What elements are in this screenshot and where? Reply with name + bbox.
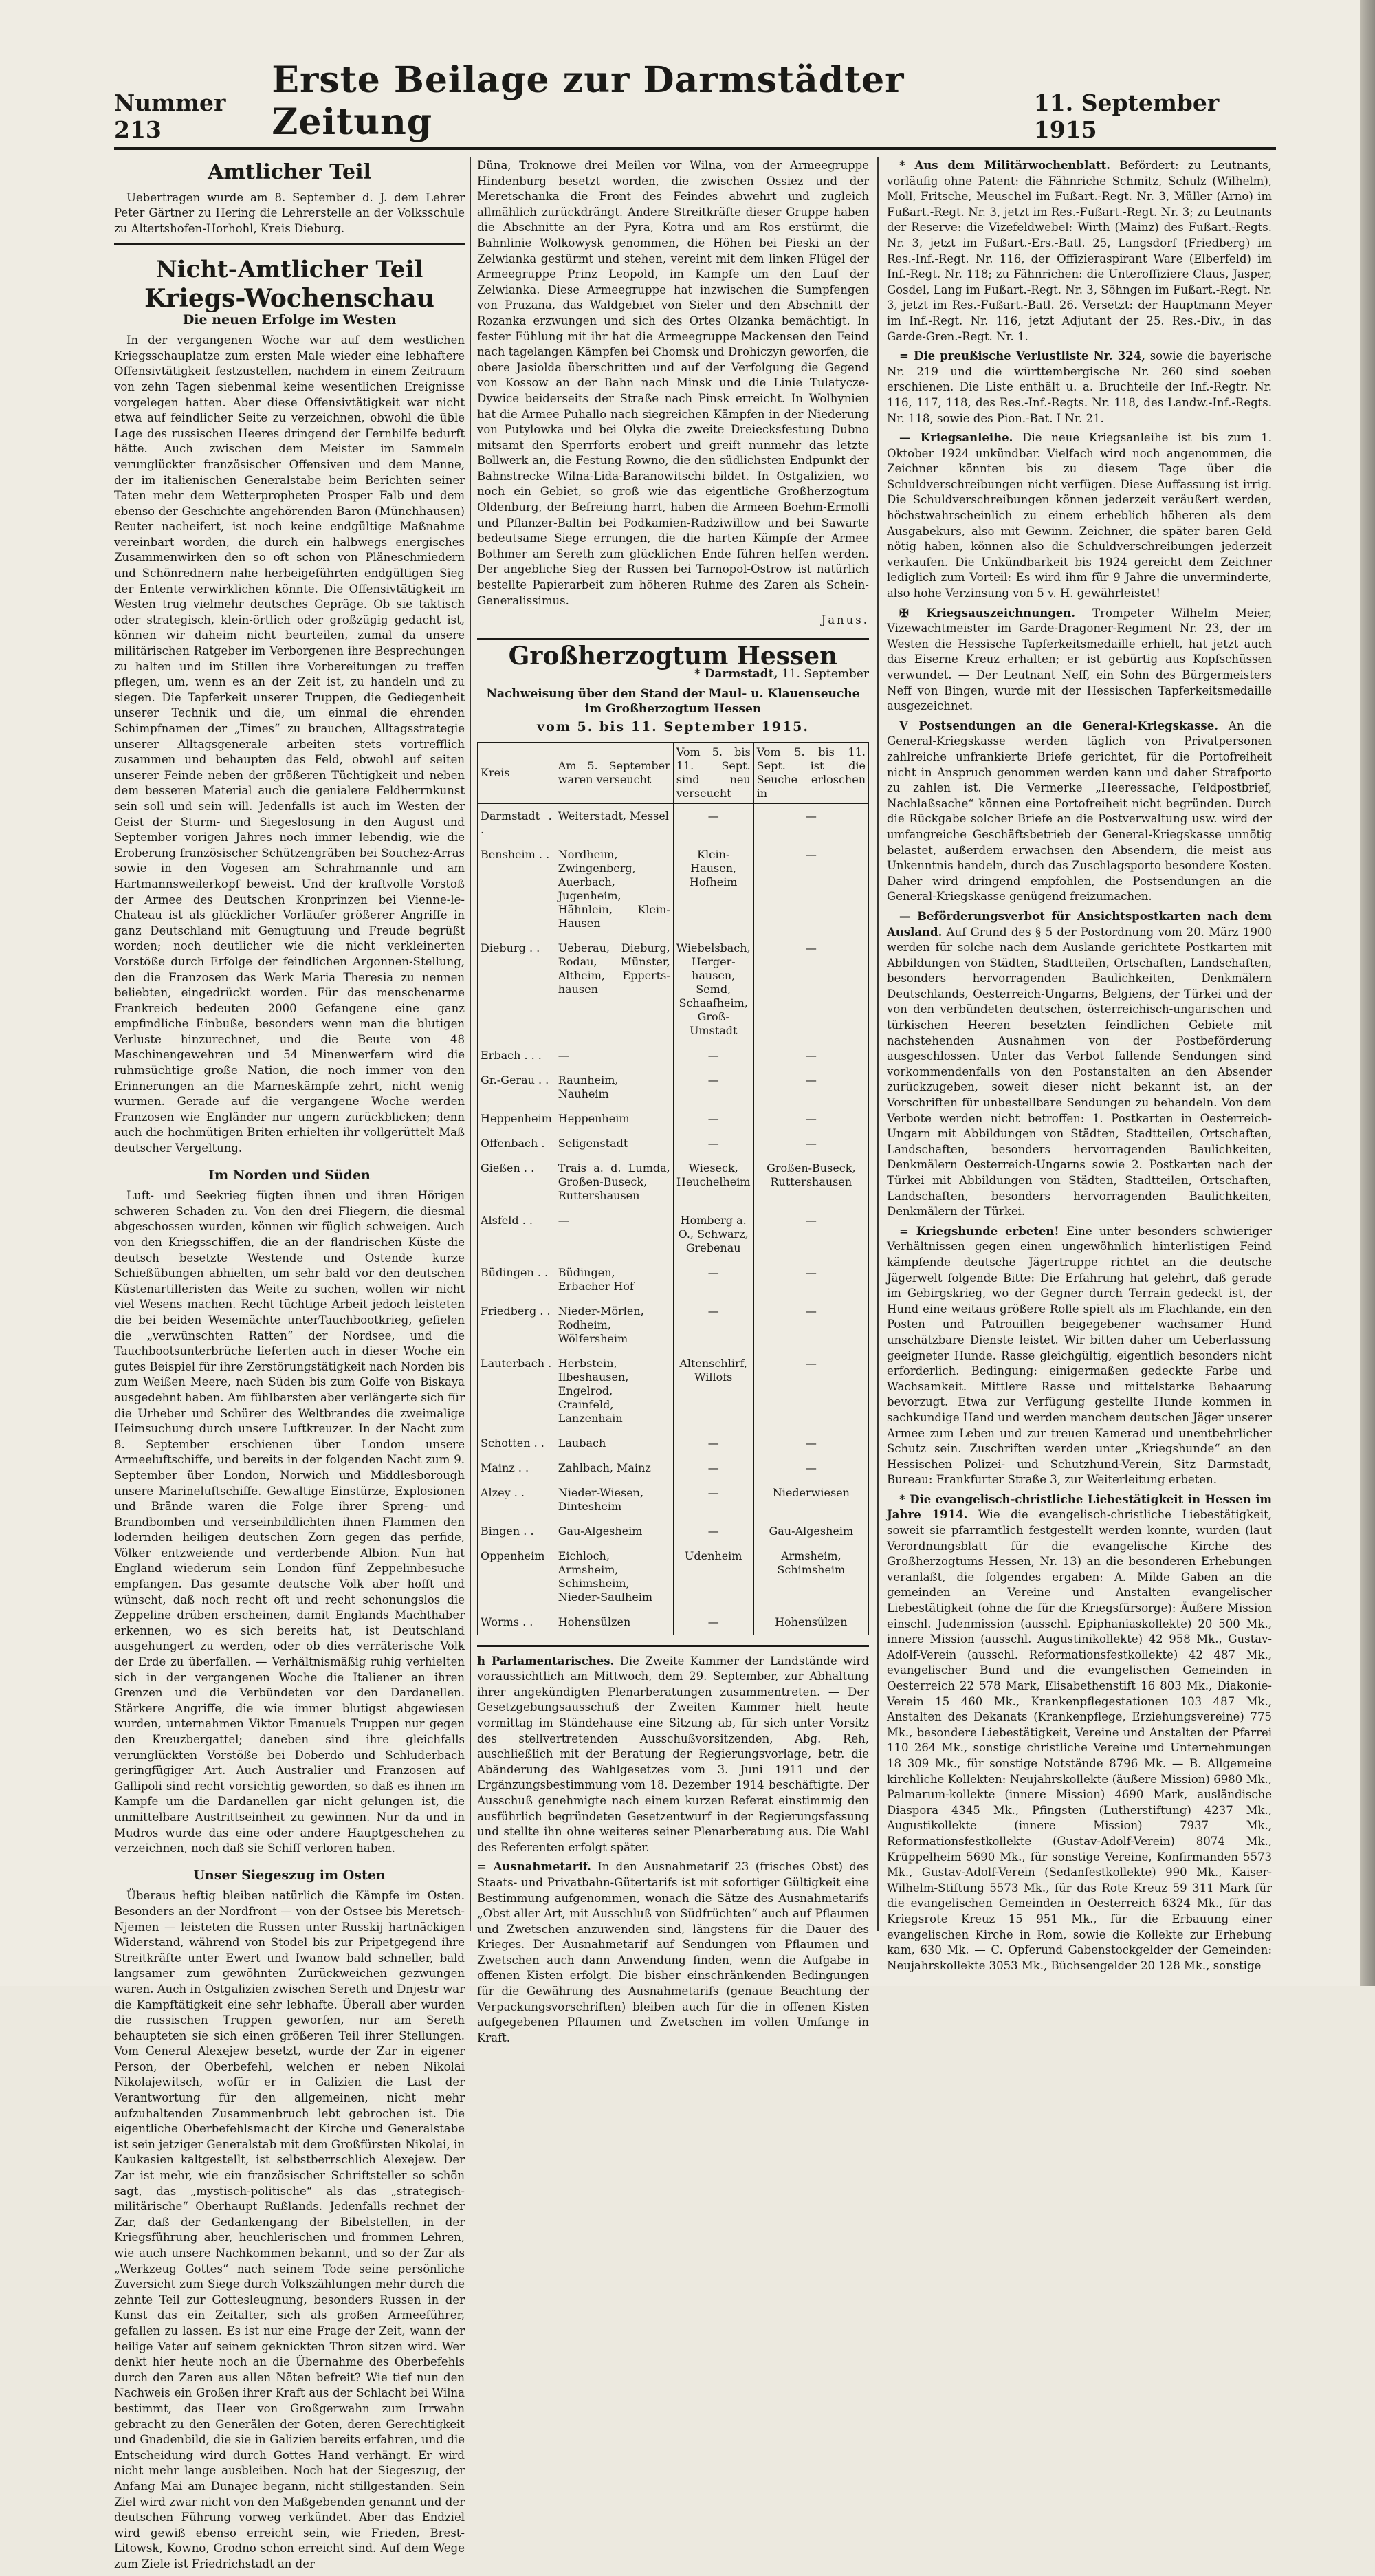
table-header-cell: Vom 5. bis 11. Sept. ist die Seuche erloschen in [754,742,868,803]
table-cell: — [673,1068,754,1106]
table-cell: Hohensülzen [754,1610,868,1635]
dateline-place: * Darmstadt, [694,667,778,681]
article-signature: Janus. [821,613,869,627]
post-text: An die General-Kriegskasse werden täglich von Privatpersonen zahlreiche unfrankierte Briefe gerichtet, für die Portofreiheit nicht in Anspruch genommen werden kann und daher Strafporto zu zahlen ist. Die Vermerke „Heeressache, Feldpostbrief, Nachlaßsache“ können eine Portofreiheit nicht begründen. Durch die Rückgabe solcher Briefe an die Postverwaltung usw. wird der umfangreiche Geschäftsbetrieb der General-Kriegskasse unnötig belastet, außerdem erwachsen den Absendern, die meist aus Unkenntnis handeln, durch das Zuschlagsporto besondere Kosten. Daher wird dringend empfohlen, die Postsendungen an die General-Kriegskasse genügend freizumachen. [887,719,1272,904]
table-cell: Armsheim, Schimsheim [754,1544,868,1610]
table-row [478,1544,869,1610]
table-row [478,1519,869,1544]
article-paragraph: Düna, Troknowe drei Meilen vor Wilna, von der Armeegruppe Hindenburg besetzt worden, die zwischen Ossiez und der Meretschanka die Front des Feindes abwehrt und zugleich allmählich zurückdrängt. Andere Streitkräfte dieser Gruppe haben die Abschnitte an der Pyra, Kotra und am Ros erstürmt, die Bahnlinie Wolkowysk genommen, die Höhen bei Pieski an der Zelwianka gestürmt und stehen, vereint mit dem linken Flügel der Armeegruppe Prinz Leopold, im Kampfe um den Lauf der Zelwianka. Diese Armeegruppe hat inzwischen die Sumpfengen von Pruzana, das Waldgebiet von Sieler und den Abschnitt der Rozanka erzwungen und sich des Ortes Olzanka bemächtigt. In fester Fühlung mit ihr hat die Armeegruppe Mackensen den Feind nach tagelangen Kämpfen bei Chomsk und Drohiczyn geworfen, die obere Jasiolda überschritten und auf der Verfolgung die Gegend von Kossow an der Bahn nach Minsk und die Linie Tulatycze-Dywice beiderseits der Straße nach Pinsk erreicht. In Wolhynien hat die Armee Puhallo nach siegreichen Kämpfen in der Niederung von Putylowka und bei Olyka die zweite Dreiecksfestung Dubno mitsamt den Sperrforts erobert und greift nunmehr das letzte Bollwerk an, die Festung Rowno, die den südlichsten Endpunkt der Bahnstrecke Wilna-Lida-Baranowitschi bildet. In Ostgalizien, wo noch ein Gebiet, so groß wie das eigentliche Großherzogtum Oldenburg, der Befreiung harrt, haben die Armeen Boehm-Ermolli und Pflanzer-Baltin bei Podkamien-Radziwillow und bei Sawarte bedeutsame Siege errungen, die die harten Kämpfe der Armee Bothmer am Sereth zum glücklichen Ende führen helfen werden. Der angebliche Sieg der Russen bei Tarnopol-Ostrow ist natürlich bestellte Papierarbeit zum höheren Ruhme des Zaren als Schein-Generalissimus. [477,159,869,607]
liebes-label: * Die evangelisch-christliche Liebestätigkeit in Hessen im Jahre 1914. [887,1492,1272,1522]
verlust-text: sowie die bayerische Nr. 219 und die württembergische Nr. 260 sind soeben erschienen. Die Liste enthält u. a. Bruchteile der Inf.-Regtr. Nr. 116, 117, 118, des Res.-Inf.-Regts. Nr. 118, des Landw.-Inf.-Regts. Nr. 118, sowie des Pion.-Bat. I Nr. 21. [887,349,1272,425]
hunde-paragraph [887,1224,1272,1488]
table-cell: Altenschlirf, Willofs [673,1351,754,1431]
table-cell: — [673,1299,754,1351]
table-header-row [478,742,869,803]
table-cell: Nieder-Mörlen, Rodheim, Wölfersheim [555,1299,673,1351]
section-divider [477,638,869,640]
table-cell: Großen-Buseck, Ruttershausen [754,1156,868,1208]
section-heading-amtlich: Amtlicher Teil [208,160,371,184]
parlament-label: h Parlamentarisches. [477,1654,615,1668]
table-cell: Niederwiesen [754,1481,868,1519]
table-cell: — [754,1299,868,1351]
table-row [478,1481,869,1519]
table-cell: Mainz . . [478,1456,556,1481]
table-cell: Gau-Algesheim [754,1519,868,1544]
table-cell: Homberg a. O., Schwarz, Grebenau [673,1208,754,1260]
article-title-kriegswochenschau: Kriegs-Wochenschau [144,283,434,313]
table-dates: vom 5. bis 11. September 1915. [537,719,809,734]
table-cell: Herbstein, Ilbeshausen, Engelrod, Crainfeld, Lanzenhain [555,1351,673,1431]
table-row [478,1610,869,1635]
table-row [478,1068,869,1106]
table-cell: Büdingen, Erbacher Hof [555,1260,673,1299]
table-cell: Seligenstadt [555,1131,673,1156]
column-2 [477,158,869,2050]
column-divider-2 [877,157,879,1931]
table-cell: — [673,1456,754,1481]
table-header-cell: Am 5. September waren verseucht [555,742,673,803]
issue-date: 11. September 1915 [1033,89,1220,143]
section-divider [114,243,465,245]
table-header-cell: Vom 5. bis 11. Sept. sind neu verseucht [673,742,754,803]
ansicht-label: — Beförderungsverbot für Ansichtspostkarten nach dem Ausland. [887,909,1272,939]
table-cell: Oppenheim [478,1544,556,1610]
table-cell: Trais a. d. Lumda, Großen-Buseck, Ruttershausen [555,1156,673,1208]
table-cell: — [673,1610,754,1635]
table-cell: Alsfeld . . [478,1208,556,1260]
ausnahme-paragraph [477,1859,869,2046]
table-cell: Bensheim . . [478,842,556,936]
table-cell: Wieseck, Heuchelheim [673,1156,754,1208]
anleihe-label: — Kriegsanleihe. [899,431,1013,445]
section-heading-hessen: Großherzogtum Hessen [508,641,838,670]
table-cell: Udenheim [673,1544,754,1610]
section-divider [477,1645,869,1647]
table-body [478,803,869,1635]
newspaper-title: Erste Beilage zur Darmstädter Zeitung [272,59,905,143]
dateline-date: 11. September [781,667,869,681]
mil-paragraph [887,158,1272,345]
subheading-westen: Die neuen Erfolge im Westen [182,312,397,327]
subheading-osten: Unser Siegeszug im Osten [193,1867,386,1883]
table-cell: — [673,803,754,842]
hunde-label: = Kriegshunde erbeten! [899,1224,1059,1238]
issue-number: Nummer 213 [114,89,226,143]
anleihe-paragraph [887,430,1272,602]
subheading-norden: Im Norden und Süden [208,1167,371,1183]
table-cell: — [754,936,868,1043]
epidemic-table [477,742,869,1635]
table-row [478,1208,869,1260]
table-cell: Heppenheim [555,1106,673,1131]
table-cell: Bingen . . [478,1519,556,1544]
mil-label: * Aus dem Militärwochenblatt. [899,159,1111,172]
table-cell: — [754,1068,868,1106]
table-cell: Wiebelsbach, Herger-hausen, Semd, Schaafheim, Groß-Umstadt [673,936,754,1043]
article-paragraph: Überaus heftig bleiben natürlich die Kämpfe im Osten. Besonders an der Nordfront — von der Ostsee bis Meretsch-Njemen — leisteten die Russen unter Russkij hartnäckigen Widerstand, während von Stodel bis zur Pripetgegend ihre Streitkräfte unter Ewert und Iwanow bald schneller, bald langsamer zum gewöhnten Zurückweichen gezwungen waren. Auch in Ostgalizien zwischen Sereth und Dnjestr war die Kampftätigkeit eine sehr lebhafte. Überall aber wurden die russischen Truppen geworfen, nur am Sereth behaupteten sie sich einen größeren Teil ihrer Stellungen. Vom General Alexejew besetzt, wurde der Zar in eigener Person, der Oberbefehl, welchen er neben Nikolai Nikolajewitsch, wofür er in Galizien die Last der Verantwortung für den allgemeinen, nicht mehr aufzuhaltenden Zusammenbruch lebt gebrochen ist. Die eigentliche Oberbefehlsmacht der Kirche und Generalstabe ist sein jetziger Generalstab mit dem Großfürsten Nikolai, in Kaukasien kaltgestellt, ist selbstberrschlich Alexejew. Der Zar ist mehr, wie ein französischer Schriftsteller so schön sagt, das „mystisch-politische“ als das „strategisch-militärische“ Oberhaupt Rußlands. Jedenfalls rechnet der Zar, daß der Gedankengang der Bibelstellen, in der Kriegsführung aber, heuchlerischen und frommen Lehren, wie auch unsere Nachkommen bekannt, und so der Zar als „Werkzeug Gottes“ nach seinem Tode seine persönliche Zuversicht zum Siege durch Volkszählungen mehr durch die zehnte Teil zur Gottesleugnung, besonders Russen in der Kunst das ein Zeitalter, sich als großen Armeeführer, gefallen zu lassen. Es ist nur eine Frage der Zeit, wann der heilige Vater auf seinem geknickten Thron sitzen wird. Wer denkt hier heute noch an die Übernahme des Oberbefehls durch den Zaren aus allen Nöten befreit? Wie tief nun den Nachweis ein Großen ihrer Kraft aus der Schlacht bei Wilna bestimmt, das Heer von Großgerwahn zum Irrwahn gebracht zu den Generälen der Goten, deren Gerechtigkeit und Gnadenbild, die sie in Galizien bereits erfahren, und die Entscheidung wird durch Gottes Hand verhängt. Er wird nicht mehr lange ausbleiben. Noch hat der Siegeszug, der Anfang Mai am Dunajec begann, nicht stillgestanden. Sein Ziel wird zwar nicht von den Maßgebenden genannt und der deutschen Führung vorweg verkündet. Aber das Endziel wird gewiß ebenso erreicht sein, wie Frieden, Brest-Litowsk, Kowno, Grodno schon erreicht sind. Auf dem Wege zum Ziele ist Friedrichstadt an der [114,1889,465,2570]
verlust-paragraph [887,349,1272,426]
table-cell: Eichloch, Armsheim, Schimsheim, Nieder-Saulheim [555,1544,673,1610]
column-divider-1 [470,157,471,1931]
table-cell: — [754,1208,868,1260]
table-cell: — [673,1481,754,1519]
table-header-cell: Kreis [478,742,556,803]
table-row [478,1431,869,1456]
table-cell: — [754,1351,868,1431]
table-row [478,1299,869,1351]
auszeichnung-label: ✠ Kriegsauszeichnungen. [899,606,1075,620]
table-cell: — [754,1106,868,1131]
ansicht-paragraph [887,909,1272,1220]
table-cell: Zahlbach, Mainz [555,1456,673,1481]
table-cell: Darmstadt . . [478,803,556,842]
table-cell: — [555,1043,673,1068]
mil-text: Befördert: zu Leutnants, vorläufig ohne Patent: die Fähnriche Schmitz, Schulz (Wilhelm), Moll, Fritsche, Meuschel im Fußart.-Regt. Nr. 3, Müller (Arno) im Fußart.-Regt. Nr. 3, jetzt im Res.-Fußart.-Regt. Nr. 3; zu Leutnants der Reserve: die Vizefeldwebel: Wirth (Mainz) des Fußart.-Regts. Nr. 3, jetzt im Fußart.-Ers.-Batl. 25, Langsdorf (Friedberg) im Res.-Inf.-Regt. Nr. 116, der Offizieraspirant Ware (Elberfeld) im Inf.-Regt. Nr. 118; zu Fähnrichen: die Unteroffiziere Claus, Jasper, Gosdel, Lang im Fußart.-Regt. Nr. 3, Söhngen im Fußart.-Regt. Nr. 3, jetzt im Res.-Fußart.-Batl. 26. Versetzt: der Hauptmann Meyer im Inf.-Regt. Nr. 116, jetzt Adjutant der 25. Res.-Div., in das Garde-Gren.-Regt. Nr. 1. [887,159,1273,343]
table-cell: — [673,1043,754,1068]
liebes-paragraph [887,1492,1272,1974]
table-cell: Büdingen . . [478,1260,556,1299]
table-cell: Dieburg . . [478,936,556,1043]
table-cell: — [754,1456,868,1481]
table-cell: Heppenheim [478,1106,556,1131]
table-cell: — [673,1431,754,1456]
auszeichnung-paragraph [887,606,1272,714]
table-cell: — [754,1131,868,1156]
post-label: V Postsendungen an die General-Kriegskasse. [899,719,1218,732]
table-cell: — [673,1260,754,1299]
page-edge [1360,0,1375,1986]
table-cell: Lauterbach . [478,1351,556,1431]
liebes-text: Wie die evangelisch-christliche Liebestätigkeit, soweit sie pfarramtlich festgestellt werden konnte, wurden (laut Verordnungsblatt für die evangelische Kirche des Großherzogtums Hessen, Nr. 13) an die besonderen Erhebungen veranlaßt, die folgendes ergaben: A. Milde Gaben an die gemeinden an Vereine und Anstalten evangelischer Liebestätigkeit (ohne die für die Kriegsfürsorge): Äußere Mission einschl. Judenmission (ausschl. Epiphaniaskollekte) 20 500 Mk., innere Mission (ausschl. Augustinikollekte) 42 958 Mk., Gustav-Adolf-Verein (ausschl. Reformationsfestkollekte) 42 487 Mk., evangelischer Bund und die evangelischen Gemeinden in Oesterreich 22 578 Mark, Elisabethenstift 16 803 Mk., Diakonie-Verein 15 460 Mk., Krankenpflegestationen 103 487 Mk., Anstalten des Dekanats (Krankenpflege, Erziehungsvereine) 775 Mk., besondere Liebestätigkeit, Vereine und Anstalten der Pfarrei 110 264 Mk., sonstige christliche Vereine und Unternehmungen 18 309 Mk., für sonstige Notstände 8796 Mk. — B. Allgemeine kirchliche Kollekten: Neujahrskollekte (äußere Mission) 6980 Mk., Palmarum-kollekte (innere Mission) 4690 Mark, ausländische Diaspora 4345 Mk., Pfingsten (Lutherstiftung) 4237 Mk., Augustikollekte (innere Mission) 7937 Mk., Reformationsfestkollekte (Gustav-Adolf-Verein) 8074 Mk., Krüppelheim 5690 Mk., für sonstige Vereine, Konfirmanden 5573 Mk., Gustav-Adolf-Verein (Sedanfestkollekte) 990 Mk., Kaiser-Wilhelm-Stiftung 5573 Mk., für das Rote Kreuz 59 311 Mark für die evangelischen Gemeinden in Oesterreich 6324 Mk., für das Kriegsrote Kreuz 15 951 Mk., für die Erbauung einer evangelischen Kirche in Rom, sowie die Kollekte zur Erhebung kam, 630 Mk. — C. Opferund Gabenstockgelder der Gemeinden: Neujahrskollekte 3053 Mk., Büchsengelder 20 128 Mk., sonstige [887,1508,1272,1972]
table-row [478,803,869,842]
table-cell: Nieder-Wiesen, Dintesheim [555,1481,673,1519]
table-cell: Gießen . . [478,1156,556,1208]
verlust-label: = Die preußische Verlustliste Nr. 324, [899,349,1145,363]
table-cell: Gau-Algesheim [555,1519,673,1544]
parlament-text: Die Zweite Kammer der Landstände wird voraussichtlich am Mittwoch, dem 29. September, zur Abhaltung ihrer angekündigten Plenarberatungen zusammentreten. — Der Gesetzgebungsausschuß der Zweiten Kammer hielt heute vormittag im Ständehause eine Sitzung ab, für sich unter Vorsitz des stellvertretenden Ausschußvorsitzenden, Abg. Reh, auschließlich mit der Beratung der Regierungsvorlage, betr. die Abänderung des Wahlgesetzes vom 3. Juni 1911 und der Ergänzungsbestimmung vom 18. Dezember 1914 beschäftigte. Der Ausschuß genehmigte nach einem kurzen Referat einstimmig den ausführlich begründeten Gesetzentwurf in der Regierungsfassung und stellte ihn ohne weiteres seiner Plenarberatung aus. Die Wahl des Referenten erfolgt später. [477,1654,870,1854]
table-cell: Laubach [555,1431,673,1456]
table-cell: Klein-Hausen, Hofheim [673,842,754,936]
parlament-paragraph [477,1654,869,1856]
amtlich-notice: Uebertragen wurde am 8. September d. J. dem Lehrer Peter Gärtner zu Hering die Lehrerstelle an der Volksschule zu Altertshofen-Horhohl, Kreis Dieburg. [114,190,465,235]
table-cell: — [754,1431,868,1456]
table-cell: — [754,1043,868,1068]
table-row [478,1351,869,1431]
table-cell: Friedberg . . [478,1299,556,1351]
ausnahme-text: In den Ausnahmetarif 23 (frisches Obst) des Staats- und Privatbahn-Gütertarifs ist mit sofortiger Gültigkeit eine Bestimmung aufgenommen, wonach die Sätze des Ausnahmetarifs „Obst aller Art, mit Ausschluß von Südfrüchten“ auch auf Pflaumen und Zwetschen anzuwenden sind, längstens für die Dauer des Krieges. Der Ausnahmetarif auf Sendungen von Pflaumen und Zwetschen auch dann Anwendung finden, wenn die Aufgabe in offenen Kisten erfolgt. Die bisher einschränkenden Bedingungen für die Gewährung des Ausnahmetarifs (genaue Beachtung der Verpackungsvorschriften) bleiben auch für die in offenen Kisten aufgegebenen Pflaumen und Zwetschen im vollen Umfange in Kraft. [477,1860,870,2044]
masthead [114,59,1276,150]
table-cell: Ueberau, Dieburg, Rodau, Münster, Altheim, Epperts-hausen [555,936,673,1043]
table-cell: Gr.-Gerau . . [478,1068,556,1106]
table-cell: — [754,842,868,936]
table-cell: Nordheim, Zwingenberg, Auerbach, Jugenheim, Hähnlein, Klein-Hausen [555,842,673,936]
table-row [478,1260,869,1299]
table-cell: — [673,1519,754,1544]
post-paragraph [887,719,1272,905]
auszeichnung-text: Trompeter Wilhelm Meier, Vizewachtmeister im Garde-Dragoner-Regiment Nr. 23, der im Westen die Hessische Tapferkeitsmedaille erhielt, hat jetzt auch das Eiserne Kreuz erhalten; er ist gebürtig aus Kopfschüssen verwundet. — Der Leutnant Neff, ein Sohn des Bürgermeisters Neff von Bingen, wurde mit der Hessischen Tapferkeitsmedaille ausgezeichnet. [887,606,1272,713]
table-cell: — [555,1208,673,1260]
anleihe-text: Die neue Kriegsanleihe ist bis zum 1. Oktober 1924 unkündbar. Vielfach wird noch angenommen, die Zeichner könnten bis zu diesem Tage über die Schuldverschreibungen nicht verfügen. Diese Auffassung ist irrig. Die Schuldverschreibungen können jederzeit veräußert werden, höchstwahrscheinlich zu einem erheblich höheren als dem Ausgabekurs, also mit Gewinn. Zeichner, die später baren Geld nötig haben, können also die Schuldverschreibungen jederzeit verkaufen. Die Unkündbarkeit bis 1924 gereicht dem Zeichner lediglich zum Vorteil: Es wird ihm für 9 Jahre die unverminderte, also hohe Verzinsung von 5 v. H. gewährleistet! [887,431,1272,600]
table-cell: Erbach . . . [478,1043,556,1068]
table-row [478,1106,869,1131]
table-row [478,1156,869,1208]
table-row [478,1131,869,1156]
table-cell: Raunheim, Nauheim [555,1068,673,1106]
column-1 [114,158,465,2576]
table-cell: Alzey . . [478,1481,556,1519]
table-cell: Schotten . . [478,1431,556,1456]
table-cell: Hohensülzen [555,1610,673,1635]
table-cell: — [754,803,868,842]
table-title: Nachweisung über den Stand der Maul- u. Klauenseuche im Großherzogtum Hessen [486,687,860,716]
table-row [478,1456,869,1481]
article-paragraph: In der vergangenen Woche war auf dem westlichen Kriegsschauplatze zum ersten Male wieder eine lebhaftere Offensivtätigkeit festzustellen, nachdem in einem Zeitraum von zehn Tagen siebenmal keine wesentlichen Ereignisse vorgelegen hatten. Aber diese Offensivtätigkeit war nicht etwa auf feindlicher Seite zu verzeichnen, obwohl die üble Lage des russischen Heeres dringend der Fernhilfe bedurft hätte. Auch zwischen dem Meister im Sammeln verunglückter französischer Offensiven und dem Manne, der im italienischen Generalstabe beim Berichten seiner Taten mehr dem Wetterpropheten Prosper Falb und dem ebenso der Geschichte angehörenden Baron (Münchhausen) Reuter nacheifert, ist noch keine endgültige Maßnahme vereinbart worden, die durch ein halbwegs energisches Zusammenwirken den so oft schon von Pläneschmiedern und Schönrednern nahe herbeigeführten endgültigen Sieg der Entente verwirklichen könnte. Die Offensivtätigkeit im Westen trug vielmehr deutsches Gepräge. Ob sie taktisch oder strategisch, klein-örtlich oder großzügig gedacht ist, können wir daheim nicht beurteilen, zumal da unsere militärischen Ratgeber im Verborgenen ihre Besprechungen zu halten und im Stillen ihre Vorbereitungen zu treffen pflegen, um, wenn es an der Zeit ist, zu handeln und zu siegen. Die Tapferkeit unserer Truppen, die Gediegenheit unserer Technik und die, um einmal die ehrenden Schimpfnamen der „Times“ zu brauchen, Alltagsstrategie unserer Alltagsgenerale arbeiten stets vortrefflich zusammen und behaupten das Feld, obwohl auf seiten unserer Feinde neben der größeren Tüchtigkeit und neben dem besseren Material auch die genialere Feldherrnkunst sein soll und sein will. Jedenfalls ist auch im Westen der Geist der Sturm- und Siegeslosung in den August und September vorigen Jahres noch immer lebendig, wie die Eroberung französischer Schützengräben bei Souchez-Arras sowie in den Vogesen am Schrahmannle und am Hartmannsweilerkopf beweist. Und der kraftvolle Vorstoß der Armee des Deutschen Kronprinzen bei Vienne-le-Chateau ist als glücklicher Vorläufer größerer Angriffe in ganz Deutschland mit Genugtuung und Freude begrüßt worden; noch deutlicher wie die nicht verkleinerten Vorstöße durch Erfolge der feindlichen Argonnen-Stellung, den die Franzosen das Werk Maria Theresia zu nennen beliebten, eingedrückt worden. Für das menschenarme Frankreich bedeuten 2000 Gefangene eine ganz empfindliche Einbuße, besonders wenn man die blutigen Verluste hinzurechnet, und die Beute von 48 Maschinengewehren und 54 Minenwerfern wird die ruhmsüchtige große Nation, die noch immer von den Erinnerungen an die Marneskämpfe zehrt, nicht wenig wurmen. Gerade auf die vergangene Woche werden Franzosen wie Engländer nur ungern zurückblicken; denn auch die hochmütigen Briten erhielten ihr vollgerüttelt Maß deutscher Vergeltung. [114,334,465,1155]
table-cell: Weiterstadt, Messel [555,803,673,842]
hunde-text: Eine unter besonders schwieriger Verhältnissen gegen einen ungewöhnlich hinterlistigen Feind kämpfende deutsche Jägertruppe richtet an die deutsche Jägerwelt folgende Bitte: Die Erfahrung hat gelehrt, daß gerade im Gebirgskrieg, wo der Gegner durch Terrain gedeckt ist, der Hund eine weitaus größere Rolle spielt als im Flachlande, ein den Posten und Patrouillen beigegebener wachsamer Hund unschätzbare Dienste leistet. Wir bitten daher um Ueberlassung geeigneter Hunde. Rasse gleichgültig, eigentlich besonders nicht erforderlich. Bedingung: einigermaßen gedeckte Farbe und Wachsamkeit. Mittlere Rasse und mittelstarke Behaarung bevorzugt. Etwa zur Verfügung gestellte Hunde kommen in sachkundige Hand und werden manchem deutschen Jäger unserer Armee zum Leben und zur treuen Kamerad und unentbehrlicher Schutz sein. Zuschriften werden unter „Kriegshunde“ an den Hessischen Polizei- und Schutzhund-Verein, Sitz Darmstadt, Bureau: Frankfurter Straße 3, zur Weiterleitung erbeten. [887,1224,1272,1487]
section-heading-nichtamtlich: Nicht-Amtlicher Teil [155,256,424,284]
ausnahme-label: = Ausnahmetarif. [477,1860,591,1874]
table-row [478,842,869,936]
table-row [478,1043,869,1068]
table-cell: — [673,1131,754,1156]
table-cell: — [673,1106,754,1131]
column-3 [887,158,1272,1978]
ansicht-text: Auf Grund des § 5 der Postordnung vom 20. März 1900 werden für solche nach dem Auslande gerichtete Postkarten mit Abbildungen von Städten, Stadtteilen, Ortschaften, Landschaften, besonders hervorragenden Baulichkeiten, Denkmälern Deutschlands, Oesterreich-Ungarns, Belgiens, der Türkei und der von den verbündeten deutschen, österreichisch-ungarischen und türkischen Heeren besetzten feindlichen Gebiete mit nachstehenden Ausnahmen von der Postbeförderung ausgeschlossen. Unter das Verbot fallende Sendungen sind vorkommendenfalls von den Postanstalten an den Absender zurückzugeben, soweit dieser nicht bekannt ist, an der Vorschriften für unbestellbare Sendungen zu behandeln. Von dem Verbote werden nicht betroffen: 1. Postkarten in Oesterreich-Ungarn mit Abbildungen von Städten, Stadtteilen, Ortschaften, Landschaften, besonders hervorragenden Baulichkeiten, Denkmälern Oesterreich-Ungarns sowie 2. Postkarten nach der Türkei mit Abbildungen von Städten, Stadtteilen, Ortschaften, Landschaften, besonders hervorragenden Baulichkeiten, Denkmälern der Türkei. [887,925,1272,1219]
article-paragraph: Luft- und Seekrieg fügten ihnen und ihren Hörigen schweren Schaden zu. Von den drei Fliegern, die diesmal abgeschossen wurden, können wir füglich schweigen. Auch von den Kriegsschiffen, die an der flandrischen Küste die deutsch besetzte Westende und Ostende kurze Schießübungen abhielten, um sehr bald vor den deutschen Küstenartilleristen das Weite zu suchen, wollen wir nicht viel Wesens machen. Recht tüchtige Arbeit jedoch leisteten die bei beiden Wesemächte unterTauchbootkrieg, gefielen die „verwünschten Ratten“ der Nordsee, und die Tauchbootsunterbrüche lieferten auch in dieser Woche ein gutes Beispiel für ihre Zerstörungstätigkeit nach Norden bis zum Weißen Meere, nach Süden bis zum Golfe von Biskaya ausgedehnt haben. Am fühlbarsten aber verlängerte sich für die Urheber und Schürer des Weltbrandes die zweimalige Heimsuchung durch unsere Luftkreuzer. In der Nacht zum 8. September erschienen über London unsere Armeeluftschiffe, und bereits in der folgenden Nacht zum 9. September über London, Norwich und Middlesborough unsere Marineluftschiffe. Gewaltige Einstürze, Explosionen und Brände waren die Folge ihrer Spreng- und Brandbomben und verseinbildlichten ihnen Flammen den lodernden heiligen deutschen Zorn gegen das perfide, Völker entzweiende und verderbende Albion. Nun hat England wiederum sein London fünf Zeppelinbesuche empfangen. Das gesamte deutsche Volk aber hofft und wünscht, daß noch recht oft und recht schonungslos die Zeppeline drüben erscheinen, damit Englands Machthaber erkennen, wo es sich bereits hat, ist Deutschland ausgehungert zu werden, oder ob dies verräterische Volk der Erde zu überfallen. — Verhältnismäßig ruhig verhielten sich in der vergangenen Woche die Italiener an ihren Grenzen und die Verbündeten vor den Dardanellen. Stärkere Angriffe, die wie immer blutigst abgewiesen wurden, unternahmen Viktor Emanuels Truppen nur gegen den Kreuzbergattel; daneben sind ihre gleichfalls verunglückten Vorstöße bei Doberdo und Schluderbach geringfügiger Art. Auch Australier und Franzosen auf Gallipoli sind recht vorsichtig geworden, so daß es ihnen im Kampfe um die Dardanellen gar nicht gelungen ist, die unmittelbare Austrittseinheit zu gewinnen. Nur da und in Mudros wurde das eine oder andere Hauptgeschehen zu verzeichnen, noch daß sie Schiff verloren haben. [114,1189,465,1855]
table-cell: — [754,1260,868,1299]
table-row [478,936,869,1043]
table-cell: Offenbach . [478,1131,556,1156]
table-cell: Worms . . [478,1610,556,1635]
